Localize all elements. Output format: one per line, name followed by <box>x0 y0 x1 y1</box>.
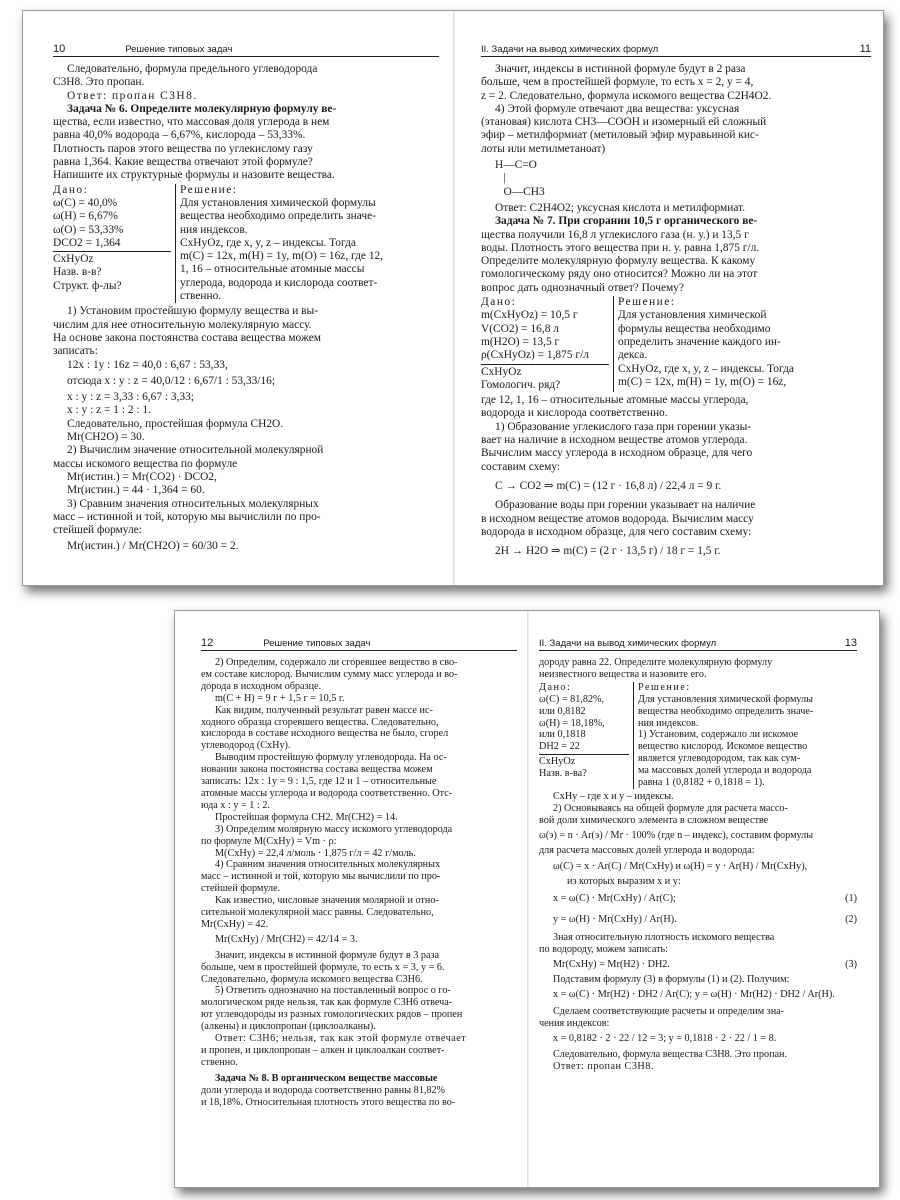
text-line: стейшей формуле: <box>53 524 142 537</box>
solution-line: Для установления химической формулы <box>180 196 376 209</box>
solution-line: m(C) = 12x, m(H) = 1y, m(O) = 16z, <box>618 375 787 388</box>
text-line: 4) Сравним значения относительных молекулярных <box>215 859 441 871</box>
solution-line: 1, 16 – относительные атомные массы <box>180 263 365 276</box>
formula-line: Mr(истин.) = 44 · 1,364 = 60. <box>67 484 205 497</box>
solution-line: Для установления химической формулы <box>638 693 813 705</box>
solution-label: Решение: <box>638 681 691 693</box>
page-body <box>201 657 517 1109</box>
find-item: Структ. ф-лы? <box>53 279 122 292</box>
page-11 <box>455 11 885 585</box>
formula-line: Mr(истин.) / Mr(CH2O) = 60/30 = 2. <box>67 540 239 553</box>
text-line: (этановая) кислота CH3—COOH и изомерный ей сложный <box>481 116 767 129</box>
given-label: Дано: <box>481 296 517 309</box>
running-head <box>481 43 871 57</box>
text-line: юда x : y = 1 : 2. <box>201 799 270 811</box>
page-13 <box>529 611 881 1187</box>
formula-line: ω(C) = x · Ar(C) / Mr(CxHy) и ω(H) = y · Ar(H) / Mr(CxHy), <box>553 860 808 872</box>
page-12 <box>175 611 527 1187</box>
page-10 <box>23 11 453 585</box>
structural-formula: H—C=O <box>495 159 537 172</box>
formula-line: отсюда x : y : z = 40,0/12 : 6,67/1 : 53,33/16; <box>67 374 275 387</box>
text-line: массы искомого вещества по формуле <box>53 457 238 470</box>
given-column <box>481 296 614 392</box>
numbered-equation <box>539 893 857 905</box>
problem-heading: Задача № 8. В органическом веществе массовые <box>215 1072 438 1084</box>
solution-line: ния индексов. <box>180 223 248 236</box>
text-line: дороду равна 22. Определите молекулярную формулу <box>539 657 773 668</box>
solution-line: m(C) = 12x, m(H) = 1y, m(O) = 16z, где 12, <box>180 250 384 263</box>
find-item: CxHyOz <box>481 364 609 379</box>
structural-formula: | <box>495 172 506 185</box>
text-line: Следовательно, формула искомого вещества C3H6. <box>201 973 423 985</box>
text-line: вой доли химического элемента в сложном веществе <box>539 814 769 826</box>
given-solution-table <box>539 682 857 789</box>
equation-number: (3) <box>845 958 857 970</box>
given-item: m(CxHyOz) = 10,5 г <box>481 309 578 322</box>
solution-line: ственно. <box>180 290 222 303</box>
page-number: 10 <box>53 43 66 55</box>
text-line: эфир – метилформиат (метиловый эфир муравьиной кис- <box>481 129 759 142</box>
solution-column <box>614 296 871 392</box>
page-body <box>53 63 439 554</box>
formula-line: m(C + H) = 9 г + 1,5 г = 10,5 г. <box>215 692 345 704</box>
find-item: CxHyOz <box>53 251 171 266</box>
find-item: CxHyOz <box>539 754 629 768</box>
text-line: CxHy – где x и y – индексы. <box>553 790 674 802</box>
text-line: z = 2. Следовательно, формула искомого вещества C2H4O2. <box>481 89 772 102</box>
formula-line: x = 0,8182 · 2 · 22 / 12 = 3; y = 0,1818 · 2 · 22 / 1 = 8. <box>553 1033 777 1045</box>
formula-line: Mr(истин.) = Mr(CO2) · DCO2, <box>67 470 217 483</box>
text-line: Зная относительную плотность искомого вещества <box>553 932 775 944</box>
text-line: 3) Сравним значения относительных молекулярных <box>67 497 319 510</box>
formula-line: Mr(CxHy) / Mr(CH2) = 42/14 = 3. <box>215 933 358 945</box>
text-line: Значит, индексы в истинной формуле будут в 3 раза <box>215 949 440 961</box>
text-line: равна 1,364. Какие вещества отвечают этой формуле? <box>53 156 313 169</box>
find-item: Назв. в-в? <box>53 266 102 279</box>
text-line: в исходном веществе атомов водорода. Вычислим массу <box>481 512 754 525</box>
text-line: На основе закона постоянства состава вещества можем <box>53 331 321 344</box>
text-line: вает на наличие в исходном веществе атомов углерода. <box>481 434 748 447</box>
text-line: где 12, 1, 16 – относительные атомные массы углерода, <box>481 394 749 407</box>
page-body <box>481 63 871 558</box>
text-line: Как известно, числовые значения молярной и отно- <box>215 895 439 907</box>
formula-line: y = ω(H) · Mr(CxHy) / Ar(H). <box>553 914 677 926</box>
formula-line: ω(э) = n · Ar(э) / Mr · 100% (где n – индекс), составим формулы <box>539 829 814 841</box>
running-head <box>201 637 517 651</box>
text-line: водорода в исходном образце, для чего составим схему: <box>481 525 752 538</box>
formula-line: x = ω(C) · Mr(H2) · DH2 / Ar(C); y = ω(H) · Mr(H2) · DH2 / Ar(H). <box>553 988 835 1000</box>
text-line: ют углеводороды из разных гомологических рядов – пропен <box>201 1009 463 1021</box>
solution-line: 1) Установим, содержало ли искомое <box>638 729 799 741</box>
text-line: составим схему: <box>481 460 561 473</box>
text-line: Определите молекулярную формулу вещества. К какому <box>481 255 756 268</box>
running-head <box>53 43 439 57</box>
given-item: DH2 = 22 <box>539 741 580 753</box>
text-line: ственно. <box>201 1056 238 1068</box>
formula-line: x : y : z = 3,33 : 6,67 : 3,33; <box>67 391 194 404</box>
text-line: масс – истинной и той, которую мы вычислили по про- <box>201 871 441 883</box>
given-label: Дано: <box>53 183 89 196</box>
formula-line: Mr(CxHy) = 42. <box>201 918 269 930</box>
text-line: Плотность паров этого вещества по углекислому газу <box>53 142 313 155</box>
text-line: ходного образца сгоревшего вещества. Следовательно, <box>201 716 439 728</box>
text-line: 4) Этой формуле отвечают два вещества: уксусная <box>495 102 740 115</box>
solution-line: вещества необходимо определить значе- <box>180 210 376 223</box>
solution-line: ния индексов. <box>638 717 699 729</box>
text-line: и пропен, и циклопропан – алкен и циклоалкан соответ- <box>201 1045 445 1056</box>
solution-line: равна 1 (0,8182 + 0,1818 = 1). <box>638 777 765 789</box>
formula-line: x : y : z = 1 : 2 : 1. <box>67 404 151 417</box>
text-line: числим для нее относительную молекулярную массу. <box>53 318 312 331</box>
text-line: 2) Вычислим значение относительной молекулярной <box>67 444 324 457</box>
page-number: 13 <box>844 637 857 649</box>
answer-line: Ответ: пропан C3H8. <box>553 1061 654 1073</box>
formula-line: 12x : 1y : 16z = 40,0 : 6,67 : 53,33, <box>67 358 228 371</box>
text-line: Значит, индексы в истинной формуле будут в 2 раза <box>495 63 746 75</box>
text-line: 1) Образование углекислого газа при горении указы- <box>495 420 752 433</box>
text-line: записать: 12x : 1y = 9 : 1,5, где 12 и 1 – относительные <box>201 776 437 788</box>
answer-line: Ответ: пропан C3H8. <box>67 89 198 102</box>
text-line: 2) Основываясь на общей формуле для расчета массо- <box>553 802 788 814</box>
text-line: Вычислим массу углерода в исходном образце, для чего <box>481 447 753 460</box>
text-line: по формуле M(CxHy) = Vm · ρ: <box>201 835 337 847</box>
formula-line: Mr(CxHy) = Mr(H2) · DH2. <box>553 958 670 970</box>
given-item: m(H2O) = 13,5 г <box>481 335 560 348</box>
page-number: 11 <box>859 43 871 55</box>
given-item: DCO2 = 1,364 <box>53 236 121 249</box>
text-line: по водороду, можем записать: <box>539 944 669 956</box>
find-item: Назв. в-ва? <box>539 768 587 780</box>
solution-line: вещество кислород. Искомое вещество <box>638 741 808 753</box>
given-item: ω(H) = 6,67% <box>53 210 118 223</box>
text-line: углеводород (CxHy). <box>201 740 291 752</box>
text-line: вопрос дать однозначный ответ? Почему? <box>481 281 684 294</box>
text-line: больше, чем в простейшей формуле, то есть x = 3, y = 6. <box>201 961 445 973</box>
text-line: Следовательно, формула вещества C3H8. Это пропан. <box>553 1049 788 1061</box>
text-line: для расчета массовых долей углерода и водорода: <box>539 844 755 856</box>
text-line: равна 40,0% водорода – 6,67%, кислорода – 53,33%. <box>53 129 306 142</box>
text-line: стейшей формуле. <box>201 883 281 895</box>
page-number: 12 <box>201 637 214 649</box>
given-solution-table <box>53 184 439 304</box>
solution-line: определить значение каждого ин- <box>618 335 781 348</box>
text-line: больше, чем в простейшей формуле, то есть x = 2, y = 4, <box>481 76 754 89</box>
given-item: ω(H) = 18,18%, <box>539 717 605 729</box>
text-line: Следовательно, простейшая формула CH2O. <box>67 417 284 430</box>
solution-line: вещества необходимо определить значе- <box>638 705 814 717</box>
text-line: новании закона постоянства состава вещества можем <box>201 764 433 776</box>
text-line: Как видим, полученный результат равен массе ис- <box>215 704 433 716</box>
text-line: Напишите их структурные формулы и назовите вещества. <box>53 169 335 182</box>
text-line: воды. Плотность этого вещества при н. у. равна 1,875 г/л. <box>481 241 760 254</box>
problem-heading: Задача № 7. При сгорании 10,5 г органического ве- <box>495 215 758 228</box>
solution-label: Решение: <box>180 183 238 196</box>
running-head <box>539 637 857 651</box>
answer-line: Ответ: C3H6; нельзя, так как этой формуле отвечает <box>215 1033 467 1045</box>
solution-line: формулы вещества необходимо <box>618 322 771 335</box>
solution-line: CxHyOz, где x, y, z – индексы. Тогда <box>618 362 794 375</box>
solution-line: Для установления химической <box>618 309 767 322</box>
text-line: 3) Определим молярную массу искомого углеводорода <box>215 823 453 835</box>
given-item: или 0,8182 <box>539 705 586 717</box>
given-item: ω(C) = 81,82%, <box>539 693 605 705</box>
running-title: II. Задачи на вывод химических формул <box>481 44 659 55</box>
solution-line: декса. <box>618 349 648 362</box>
text-line: 5) Ответить однозначно на поставленный вопрос о го- <box>215 985 451 997</box>
solution-label: Решение: <box>618 296 676 309</box>
running-title: Решение типовых задач <box>125 44 233 55</box>
text-line: гомологическому ряду оно относится? Можно ли на этот <box>481 268 758 281</box>
problem-heading: Задача № 6. Определите молекулярную формулу ве- <box>67 102 337 115</box>
text-line: атомные массы углерода и водорода соответственно. Отс- <box>201 787 453 799</box>
formula-line: 2H → H2O ⇒ m(C) = (2 г · 13,5 г) / 18 г = 1,5 г. <box>495 545 721 558</box>
given-item: V(CO2) = 16,8 л <box>481 322 559 335</box>
text-line: и 18,18%. Относительная плотность этого вещества по во- <box>201 1096 456 1108</box>
text-line: из которых выразим x и y: <box>567 876 681 888</box>
text-line: записать: <box>53 345 98 358</box>
text-line: Простейшая формула CH2. Mr(CH2) = 14. <box>215 811 398 823</box>
formula-line: x = ω(C) · Mr(CxHy) / Ar(C); <box>553 893 676 905</box>
text-line: щества, если известно, что массовая доля углерода в нем <box>53 116 330 129</box>
solution-line: CxHyOz, где x, y, z – индексы. Тогда <box>180 236 356 249</box>
given-item: ω(O) = 53,33% <box>53 223 124 236</box>
structural-formula: O—CH3 <box>495 185 545 198</box>
formula-line: Mr(CH2O) = 30. <box>67 431 145 444</box>
solution-column <box>176 184 439 304</box>
text-line: Выводим простейшую формулу углеводорода. На ос- <box>215 752 447 764</box>
find-item: Гомологич. ряд? <box>481 378 561 391</box>
text-line: C3H8. Это пропан. <box>53 76 145 89</box>
text-line: ем составе кислород. Вычислим сумму масс углерода и во- <box>201 668 458 680</box>
text-line: дорода в исходном образце. <box>201 680 322 692</box>
solution-line: ма массовых долей углерода и водорода <box>638 765 812 777</box>
text-line: водорода и кислорода соответственно. <box>481 407 668 420</box>
text-line: Сделаем соответствующие расчеты и определим зна- <box>553 1005 785 1017</box>
given-label: Дано: <box>539 681 572 693</box>
given-item: ω(C) = 40,0% <box>53 196 118 209</box>
given-solution-table <box>481 296 871 392</box>
equation-number: (1) <box>845 893 857 905</box>
page-body <box>539 657 857 1073</box>
text-line: лоты или метилметаноат) <box>481 142 606 155</box>
text-line: мологическом ряде нельзя, так как формуле C3H6 отвеча- <box>201 997 453 1009</box>
text-line: сительной молекулярной масс равны. Следовательно, <box>201 907 434 919</box>
equation-number: (2) <box>845 914 857 926</box>
running-title: Решение типовых задач <box>263 638 371 649</box>
given-column <box>53 184 176 304</box>
text-line: кислорода в составе исходного вещества не было, сгорел <box>201 728 449 740</box>
solution-column <box>634 682 857 789</box>
text-line: щества получили 16,8 л углекислого газа (н. у.) и 13,5 г <box>481 228 749 241</box>
text-line: Образование воды при горении указывает на наличие <box>495 499 756 512</box>
text-line: неизвестного вещества и назовите его. <box>539 668 707 680</box>
formula-line: C → CO2 ⇒ m(C) = (12 г · 16,8 л) / 22,4 л = 9 г. <box>495 479 722 492</box>
text-line: чения индексов: <box>539 1017 610 1029</box>
given-item: или 0,1818 <box>539 729 586 741</box>
book-spread-pages-10-11 <box>22 10 884 586</box>
text-line: масс – истинной и той, которую мы вычислили по про- <box>53 510 321 523</box>
numbered-equation <box>539 959 857 971</box>
text-line: 2) Определим, содержало ли сгоревшее вещество в сво- <box>215 657 458 668</box>
given-column <box>539 682 634 789</box>
running-title: II. Задачи на вывод химических формул <box>539 638 717 649</box>
text-line: Подставим формулу (3) в формулы (1) и (2). Получим: <box>553 973 790 985</box>
text-line: Следовательно, формула предельного углеводорода <box>67 63 318 75</box>
solution-line: углерода, водорода и кислорода соответ- <box>180 276 378 289</box>
solution-line: является углеводородом, так как сум- <box>638 753 801 765</box>
formula-line: M(CxHy) = 22,4 л/моль · 1,875 г/л = 42 г/моль. <box>215 847 416 859</box>
text-line: (алкены) и циклопропан (циклоалканы). <box>201 1021 376 1033</box>
given-item: ρ(CxHyOz) = 1,875 г/л <box>481 349 589 362</box>
book-spread-pages-12-13 <box>174 610 880 1188</box>
text-line: доли углерода и водорода соответственно равны 81,82% <box>201 1084 446 1096</box>
text-line: 1) Установим простейшую формулу вещества и вы- <box>67 305 318 318</box>
numbered-equation <box>539 914 857 926</box>
answer-line: Ответ: C2H4O2; уксусная кислота и метилформиат. <box>495 201 746 214</box>
